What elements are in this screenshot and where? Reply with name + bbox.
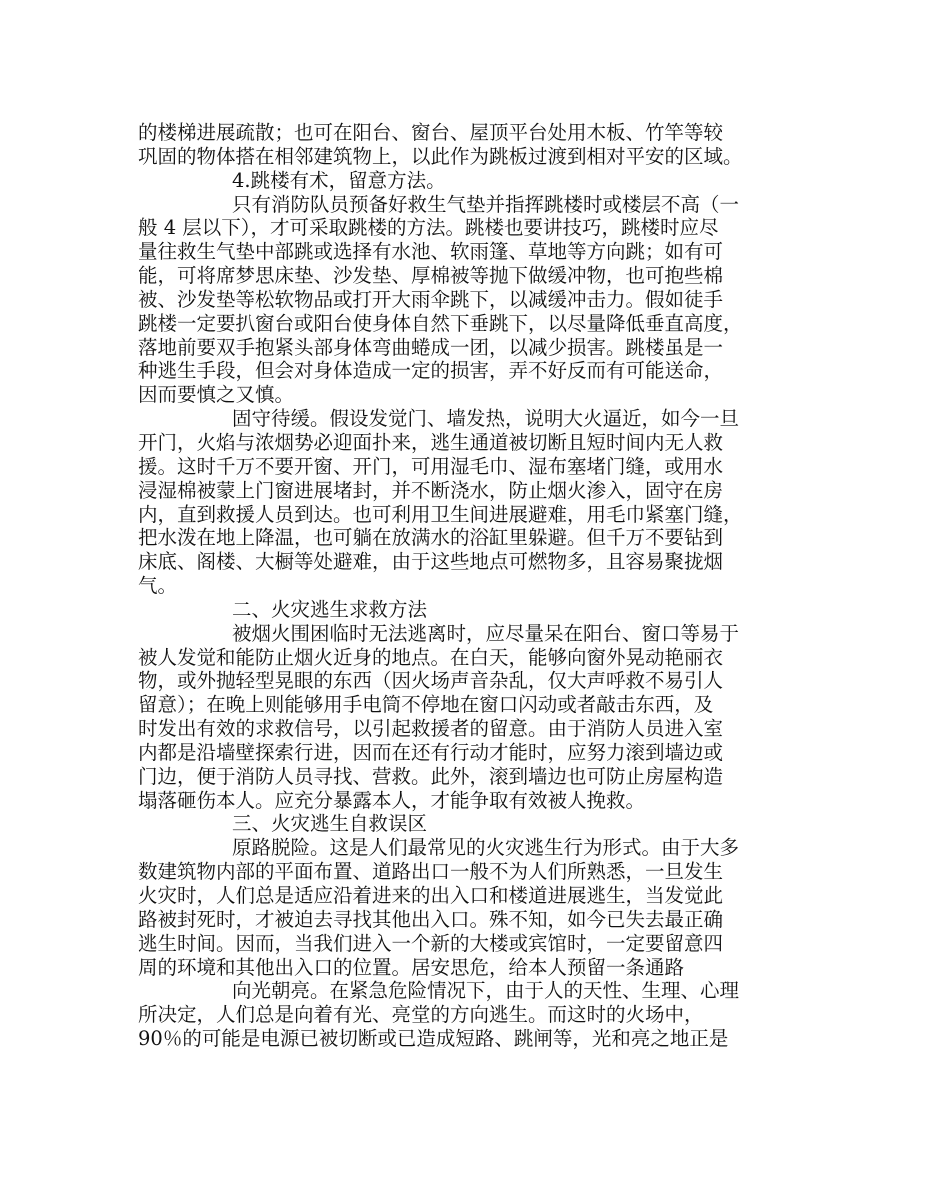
document-body [138, 121, 806, 1051]
text-line: 向光朝亮。在紧急危险情况下，由于人的天性、生理、心理 [232, 979, 740, 1003]
text-line: 90％的可能是电源已被切断或已造成短路、跳闸等，光和亮之地正是 [138, 1027, 729, 1051]
text-line: 火灾时，人们总是适应沿着进来的出入口和楼道进展逃生，当发觉此 [138, 884, 724, 907]
text-line: 的楼梯进展疏散；也可在阳台、窗台、屋顶平台处用木板、竹竿等较 [138, 121, 724, 144]
text-line: 量往救生气垫中部跳或选择有水池、软雨篷、草地等方向跳；如有可 [138, 240, 724, 264]
text-line: 因而要慎之又慎。 [138, 383, 295, 407]
text-line: 逃生时间。因而，当我们进入一个新的大楼或宾馆时，一定要留意四 [138, 931, 724, 955]
text-line: 浸湿棉被蒙上门窗进展堵封，并不断浇水，防止烟火渗入，固守在房 [138, 478, 724, 502]
text-line: 被烟火围困临时无法逃离时，应尽量呆在阳台、窗口等易于 [232, 621, 740, 645]
text-line: 把水泼在地上降温，也可躺在放满水的浴缸里躲避。但千万不要钻到 [138, 526, 724, 550]
text-line: 能，可将席梦思床垫、沙发垫、厚棉被等抛下做缓冲物，也可抱些棉 [138, 264, 724, 288]
text-line: 物，或外抛轻型晃眼的东西（因火场声音杂乱，仅大声呼救不易引人 [138, 669, 724, 693]
text-line: 门边，便于消防人员寻找、营救。此外，滚到墙边也可防止房屋构造 [138, 764, 724, 788]
text-line: 三、火灾逃生自救误区 [232, 812, 428, 836]
text-line: 巩固的物体搭在相邻建筑物上，以此作为跳板过渡到相对平安的区域。 [138, 144, 743, 168]
text-line: 二、火灾逃生求救方法 [232, 597, 428, 621]
text-line: 路被封死时，才被迫去寻找其他出入口。殊不知，如今已失去最正确 [138, 907, 724, 931]
text-line: 留意）；在晚上则能够用手电筒不停地在窗口闪动或者敲击东西，及 [138, 693, 714, 717]
text-line: 周的环境和其他出入口的位置。居安思危，给本人预留一条通路 [138, 955, 685, 979]
text-line: 般 4 层以下），才可采取跳楼的方法。跳楼也要讲技巧，跳楼时应尽 [138, 216, 719, 240]
text-line: 内，直到救援人员到达。也可利用卫生间进展避难，用毛巾紧塞门缝， [138, 502, 743, 526]
text-line: 塌落砸伤本人。应充分暴露本人，才能争取有效被人挽救。 [138, 788, 646, 812]
text-line: 援。这时千万不要开窗、开门，可用湿毛巾、湿布塞堵门缝，或用水 [138, 454, 724, 478]
text-line: 开门，火焰与浓烟势必迎面扑来，逃生通道被切断且短时间内无人救 [138, 430, 724, 454]
text-line: 4.跳楼有术，留意方法。 [232, 168, 446, 192]
text-line: 数建筑物内部的平面布置、道路出口一般不为人们所熟悉，一旦发生 [138, 860, 724, 884]
text-line: 落地前要双手抱紧头部身体弯曲蜷成一团，以减少损害。跳楼虽是一 [138, 335, 724, 359]
text-line: 原路脱险。这是人们最常见的火灾逃生行为形式。由于大多 [232, 836, 740, 860]
text-line: 只有消防队员预备好救生气垫并指挥跳楼时或楼层不高（一 [232, 192, 740, 216]
text-line: 被人发觉和能防止烟火近身的地点。在白天，能够向窗外晃动艳丽衣 [138, 645, 724, 669]
text-line: 气。 [138, 574, 178, 598]
text-line: 内都是沿墙壁探索行进，因而在还有行动才能时，应努力滚到墙边或 [138, 740, 724, 764]
text-line: 时发出有效的求救信号，以引起救援者的留意。由于消防人员进入室 [138, 717, 724, 741]
text-line: 所决定，人们总是向着有光、亮堂的方向逃生。而这时的火场中， [138, 1003, 704, 1027]
text-line: 种逃生手段，但会对身体造成一定的损害，弄不好反而有可能送命， [138, 359, 724, 383]
text-line: 固守待缓。假设发觉门、墙发热，说明大火逼近，如今一旦 [232, 407, 740, 431]
text-line: 跳楼一定要扒窗台或阳台使身体自然下垂跳下，以尽量降低垂直高度， [138, 311, 743, 335]
text-line: 被、沙发垫等松软物品或打开大雨伞跳下，以减缓冲击力。假如徒手 [138, 287, 724, 311]
text-line: 床底、阁楼、大橱等处避难，由于这些地点可燃物多，且容易聚拢烟 [138, 550, 724, 574]
